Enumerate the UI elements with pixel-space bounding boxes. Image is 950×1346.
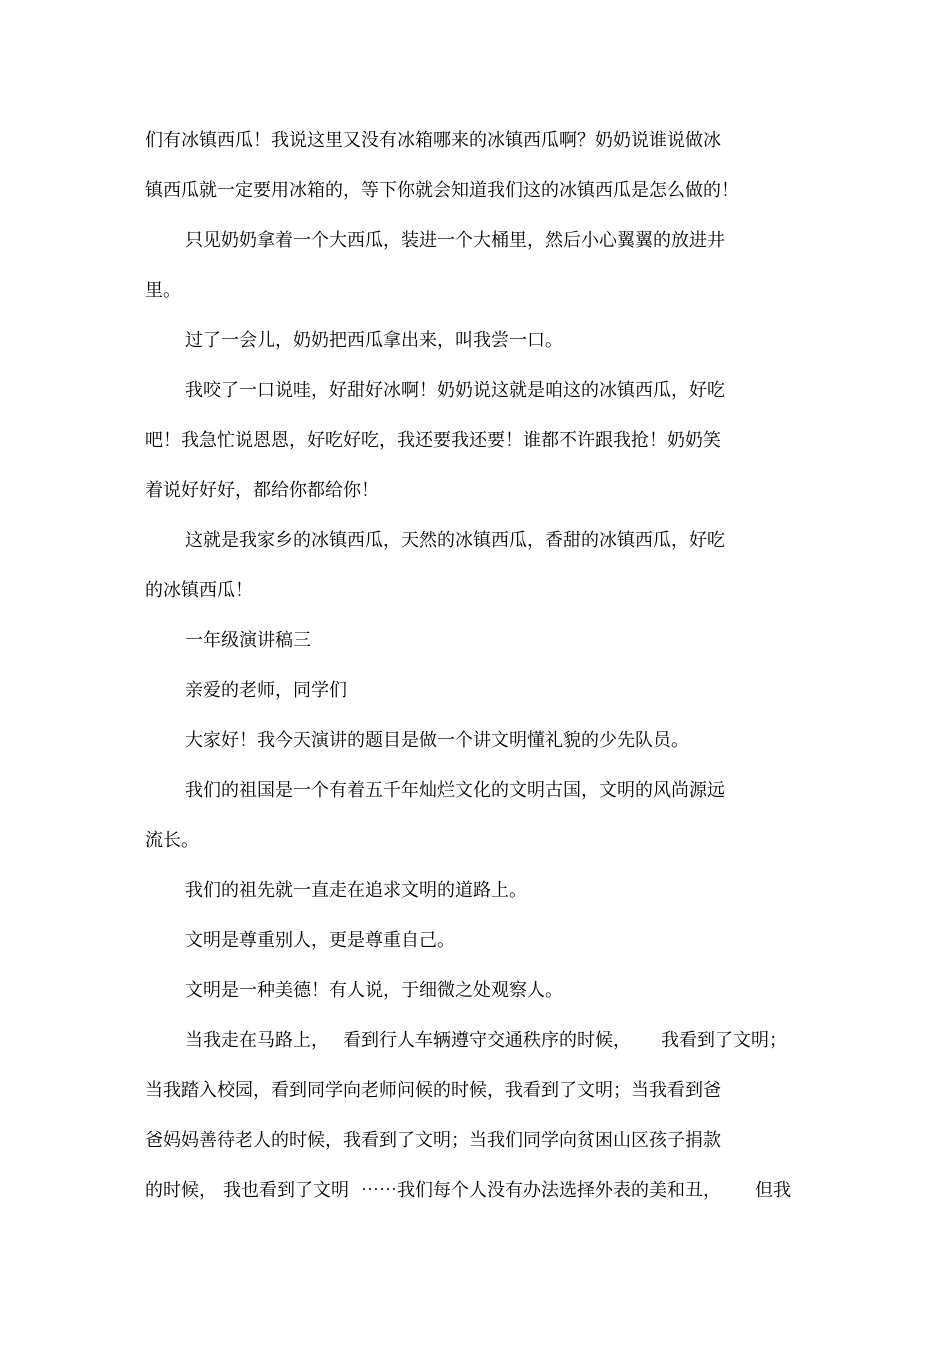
- text-line: 着说好好好，都给你都给你！: [145, 480, 379, 501]
- text-segment: 我也看到了文明: [223, 1180, 349, 1201]
- text-segment: 的时候，: [145, 1180, 217, 1201]
- text-line: 流长。: [145, 830, 199, 851]
- text-line: 我咬了一口说哇，好甜好冰啊！奶奶说这就是咱这的冰镇西瓜，好吃: [185, 380, 725, 401]
- text-line: 我们的祖先就一直走在追求文明的道路上。: [185, 880, 527, 901]
- text-segment: 但我: [755, 1180, 791, 1201]
- text-line: 只见奶奶拿着一个大西瓜，装进一个大桶里，然后小心翼翼的放进井: [185, 230, 725, 251]
- text-line: 大家好！我今天演讲的题目是做一个讲文明懂礼貌的少先队员。: [185, 730, 689, 751]
- text-segment: 看到行人车辆遵守交通秩序的时候，: [343, 1030, 631, 1051]
- text-line: 吧！我急忙说恩恩，好吃好吃，我还要我还要！谁都不许跟我抢！奶奶笑: [145, 430, 721, 451]
- text-line: 当我踏入校园，看到同学向老师问候的时候，我看到了文明；当我看到爸: [145, 1080, 721, 1101]
- salutation: 亲爱的老师，同学们: [185, 680, 347, 701]
- text-line: 过了一会儿，奶奶把西瓜拿出来，叫我尝一口。: [185, 330, 563, 351]
- text-segment: 我看到了文明；: [661, 1030, 787, 1051]
- text-line: 文明是一种美德！有人说，于细微之处观察人。: [185, 980, 563, 1001]
- text-line: [185, 1026, 787, 1056]
- text-line: 这就是我家乡的冰镇西瓜，天然的冰镇西瓜，香甜的冰镇西瓜，好吃: [185, 530, 725, 551]
- text-line: 们有冰镇西瓜！我说这里又没有冰箱哪来的冰镇西瓜啊？奶奶说谁说做冰: [145, 130, 721, 151]
- section-heading: 一年级演讲稿三: [185, 630, 311, 651]
- text-line: 镇西瓜就一定要用冰箱的，等下你就会知道我们这的冰镇西瓜是怎么做的！: [145, 180, 739, 201]
- text-segment: 当我走在马路上，: [185, 1030, 329, 1051]
- text-line: 里。: [145, 280, 181, 301]
- text-line: [145, 1176, 791, 1206]
- text-line: 爸妈妈善待老人的时候，我看到了文明；当我们同学向贫困山区孩子捐款: [145, 1130, 721, 1151]
- text-line: 我们的祖国是一个有着五千年灿烂文化的文明古国，文明的风尚源远: [185, 780, 725, 801]
- text-segment: ⋯⋯我们每个人没有办法选择外表的美和丑，: [361, 1180, 721, 1201]
- text-line: 的冰镇西瓜！: [145, 580, 253, 601]
- text-line: 文明是尊重别人，更是尊重自己。: [185, 930, 455, 951]
